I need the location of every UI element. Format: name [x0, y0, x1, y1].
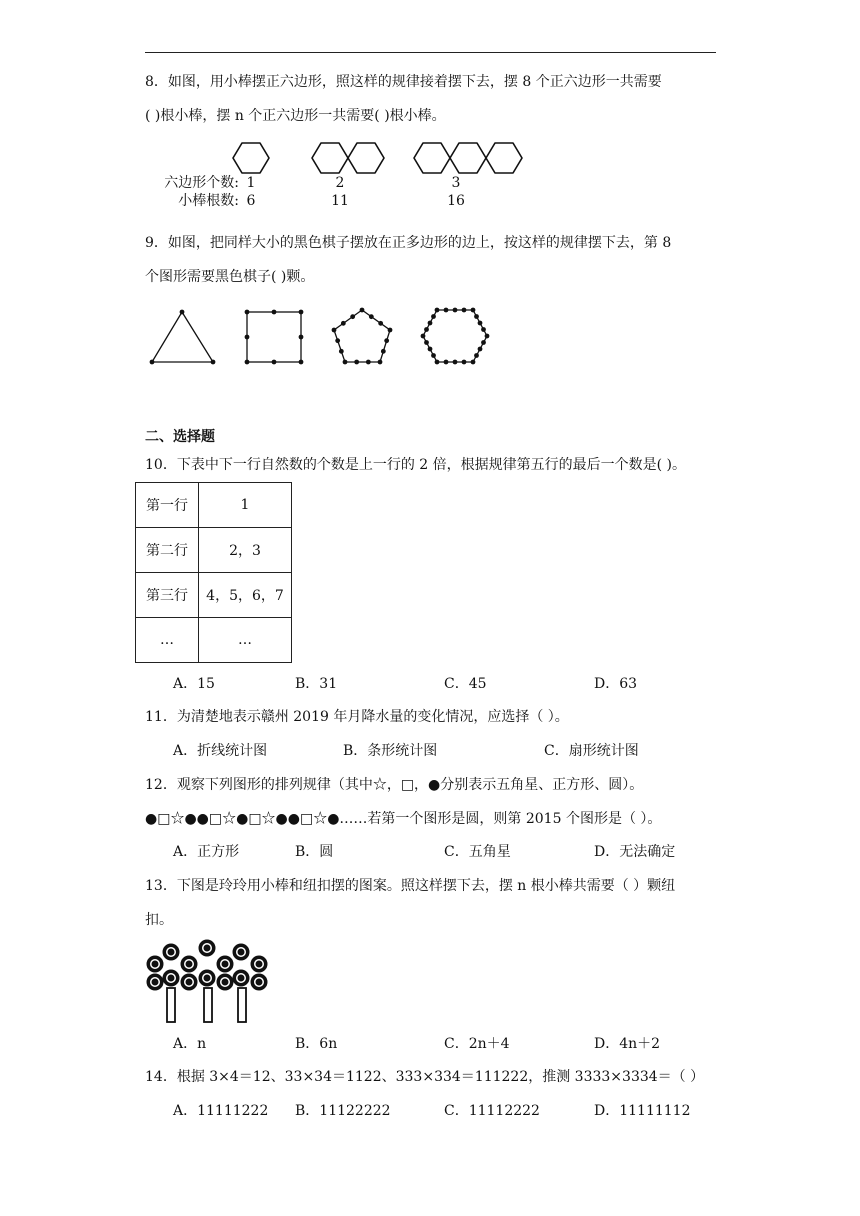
q9-text-line1: 9．如图，把同样大小的黑色棋子摆放在正多边形的边上，按这样的规律摆下去，第 8 [145, 235, 672, 251]
button-icons [147, 940, 267, 990]
hex-count-label: 六边形个数: [164, 175, 239, 191]
chess-piece-dot [369, 314, 374, 319]
chess-piece-dot [388, 328, 393, 333]
button-icon-ring [186, 961, 192, 967]
q11-option-c[interactable]: C．扇形统计图 [544, 743, 639, 759]
triangle-figure [152, 312, 213, 362]
hexagon-fig1 [233, 143, 269, 173]
chess-piece-dot [478, 321, 483, 326]
chess-piece-dot [245, 310, 250, 315]
chess-piece-dot [431, 353, 436, 358]
chess-piece-dot [180, 310, 185, 315]
q14-option-c[interactable]: C．11112222 [444, 1103, 540, 1119]
chess-piece-dot [378, 321, 383, 326]
chess-piece-dot [431, 314, 436, 319]
chess-piece-dot [150, 360, 155, 365]
chess-piece-dot [453, 360, 458, 365]
button-icon-ring [152, 961, 158, 967]
hex-count-1: 1 [246, 175, 256, 191]
chess-piece-dot [435, 308, 440, 313]
button-icon-ring [222, 979, 228, 985]
q10-option-c[interactable]: C．45 [444, 676, 487, 692]
hex-count-2: 2 [335, 175, 345, 191]
q14-text: 14．根据 3×4＝12、33×34＝1122、333×334＝111222，推测 3333×3334＝（ ） [145, 1069, 705, 1085]
chess-piece-dot [299, 310, 304, 315]
q12-option-b[interactable]: B．圆 [295, 844, 334, 860]
table-row: 第三行 4，5，6，7 [136, 573, 292, 618]
chess-piece-dot [335, 338, 340, 343]
button-icon-ring [238, 949, 244, 955]
stick-count-3: 16 [447, 193, 465, 209]
q13-option-a[interactable]: A．n [173, 1036, 207, 1052]
button-icon-ring [204, 975, 210, 981]
chess-piece-dot [453, 308, 458, 313]
button-icon-ring [152, 979, 158, 985]
q13-text-line2: 扣。 [145, 912, 173, 928]
chess-piece-dot [428, 321, 433, 326]
chess-piece-dot [272, 360, 277, 365]
table-row: 第一行 1 [136, 483, 292, 528]
q13-option-c[interactable]: C．2n＋4 [444, 1036, 510, 1052]
chess-piece-dot [299, 360, 304, 365]
chess-piece-dot [444, 360, 449, 365]
chess-piece-dots [150, 308, 490, 365]
button-icon-ring [256, 961, 262, 967]
q11-option-b[interactable]: B．条形统计图 [343, 743, 438, 759]
table-row: … … [136, 618, 292, 663]
chess-piece-dot [378, 360, 383, 365]
chess-piece-dot [341, 321, 346, 326]
hexagon-fig2-a [312, 143, 348, 173]
table-row: 第二行 2，3 [136, 528, 292, 573]
q11-option-a[interactable]: A．折线统计图 [173, 743, 268, 759]
chess-piece-dot [299, 335, 304, 340]
chess-piece-dot [424, 340, 429, 345]
q10-option-b[interactable]: B．31 [295, 676, 338, 692]
chess-piece-dot [478, 347, 483, 352]
chess-piece-dot [474, 314, 479, 319]
hexagon-stick-figures [230, 136, 530, 178]
button-icon-ring [222, 961, 228, 967]
q10-option-d[interactable]: D．63 [594, 676, 638, 692]
q13-option-b[interactable]: B．6n [295, 1036, 338, 1052]
chess-piece-dot [462, 360, 467, 365]
chess-piece-dot [428, 347, 433, 352]
hexagon-fig3-c [486, 143, 522, 173]
stick-bars [167, 988, 246, 1022]
chess-piece-dot [435, 360, 440, 365]
button-icon-ring [256, 979, 262, 985]
chess-piece-dot [339, 349, 344, 354]
q13-option-d[interactable]: D．4n＋2 [594, 1036, 661, 1052]
button-icon-ring [168, 975, 174, 981]
chess-piece-dot [444, 308, 449, 313]
q11-text: 11．为清楚地表示赣州 2019 年月降水量的变化情况，应选择（ ）。 [145, 709, 569, 725]
square-figure [247, 312, 301, 362]
button-icon-ring [168, 949, 174, 955]
q14-option-b[interactable]: B．11122222 [295, 1103, 391, 1119]
chess-piece-dot [381, 349, 386, 354]
polygon-chess-figures [145, 300, 505, 375]
q12-option-c[interactable]: C．五角星 [444, 844, 511, 860]
button-icon-ring [238, 975, 244, 981]
header-rule [145, 52, 716, 53]
stick-count-2: 11 [331, 193, 349, 209]
chess-piece-dot [421, 334, 426, 339]
q12-text-line2: ●□☆●●□☆●□☆●●□☆●……若第一个图形是圆，则第 2015 个图形是（ ）。 [145, 811, 662, 827]
chess-piece-dot [354, 360, 359, 365]
chess-piece-dot [481, 340, 486, 345]
chess-piece-dot [245, 360, 250, 365]
section-title: 二、选择题 [145, 429, 215, 445]
chess-piece-dot [366, 360, 371, 365]
chess-piece-dot [332, 328, 337, 333]
stick-count-label: 小棒根数: [178, 193, 239, 209]
q14-option-d[interactable]: D．11111112 [594, 1103, 691, 1119]
q12-option-a[interactable]: A．正方形 [173, 844, 240, 860]
chess-piece-dot [245, 335, 250, 340]
button-stick-pattern [145, 938, 275, 1026]
stick-count-1: 6 [246, 193, 256, 209]
chess-piece-dot [360, 308, 365, 313]
chess-piece-dot [343, 360, 348, 365]
chess-piece-dot [384, 338, 389, 343]
q10-text: 10．下表中下一行自然数的个数是上一行的 2 倍，根据规律第五行的最后一个数是( )。 [145, 457, 686, 473]
button-icon-ring [186, 979, 192, 985]
button-icon-ring [204, 945, 210, 951]
q13-text-line1: 13．下图是玲玲用小棒和纽扣摆的图案。照这样摆下去，摆 n 根小棒共需要（ ）颗纽 [145, 878, 676, 894]
chess-piece-dot [211, 360, 216, 365]
chess-piece-dot [272, 310, 277, 315]
hexagon-fig3-a [414, 143, 450, 173]
pentagon-figure [334, 310, 390, 362]
q12-option-d[interactable]: D．无法确定 [594, 844, 676, 860]
chess-piece-dot [462, 308, 467, 313]
q8-text-line2: ( )根小棒，摆 n 个正六边形一共需要( )根小棒。 [145, 108, 446, 124]
q9-text-line2: 个图形需要黑色棋子( )颗。 [145, 269, 315, 285]
chess-piece-dot [424, 327, 429, 332]
chess-piece-dot [481, 327, 486, 332]
hexagon-fig3-b [450, 143, 486, 173]
chess-piece-dot [485, 334, 490, 339]
chess-piece-dot [474, 353, 479, 358]
number-row-table [135, 482, 292, 663]
hexagon-fig2-b [348, 143, 384, 173]
chess-piece-dot [471, 308, 476, 313]
q14-option-a[interactable]: A．11111222 [173, 1103, 269, 1119]
q8-text-line1: 8．如图，用小棒摆正六边形，照这样的规律接着摆下去，摆 8 个正六边形一共需要 [145, 74, 662, 90]
hex-count-3: 3 [451, 175, 461, 191]
q12-text-line1: 12．观察下列图形的排列规律（其中☆，□，●分别表示五角星、正方形、圆）。 [145, 777, 644, 793]
chess-piece-dot [350, 314, 355, 319]
q10-option-a[interactable]: A．15 [173, 676, 215, 692]
chess-piece-dot [471, 360, 476, 365]
